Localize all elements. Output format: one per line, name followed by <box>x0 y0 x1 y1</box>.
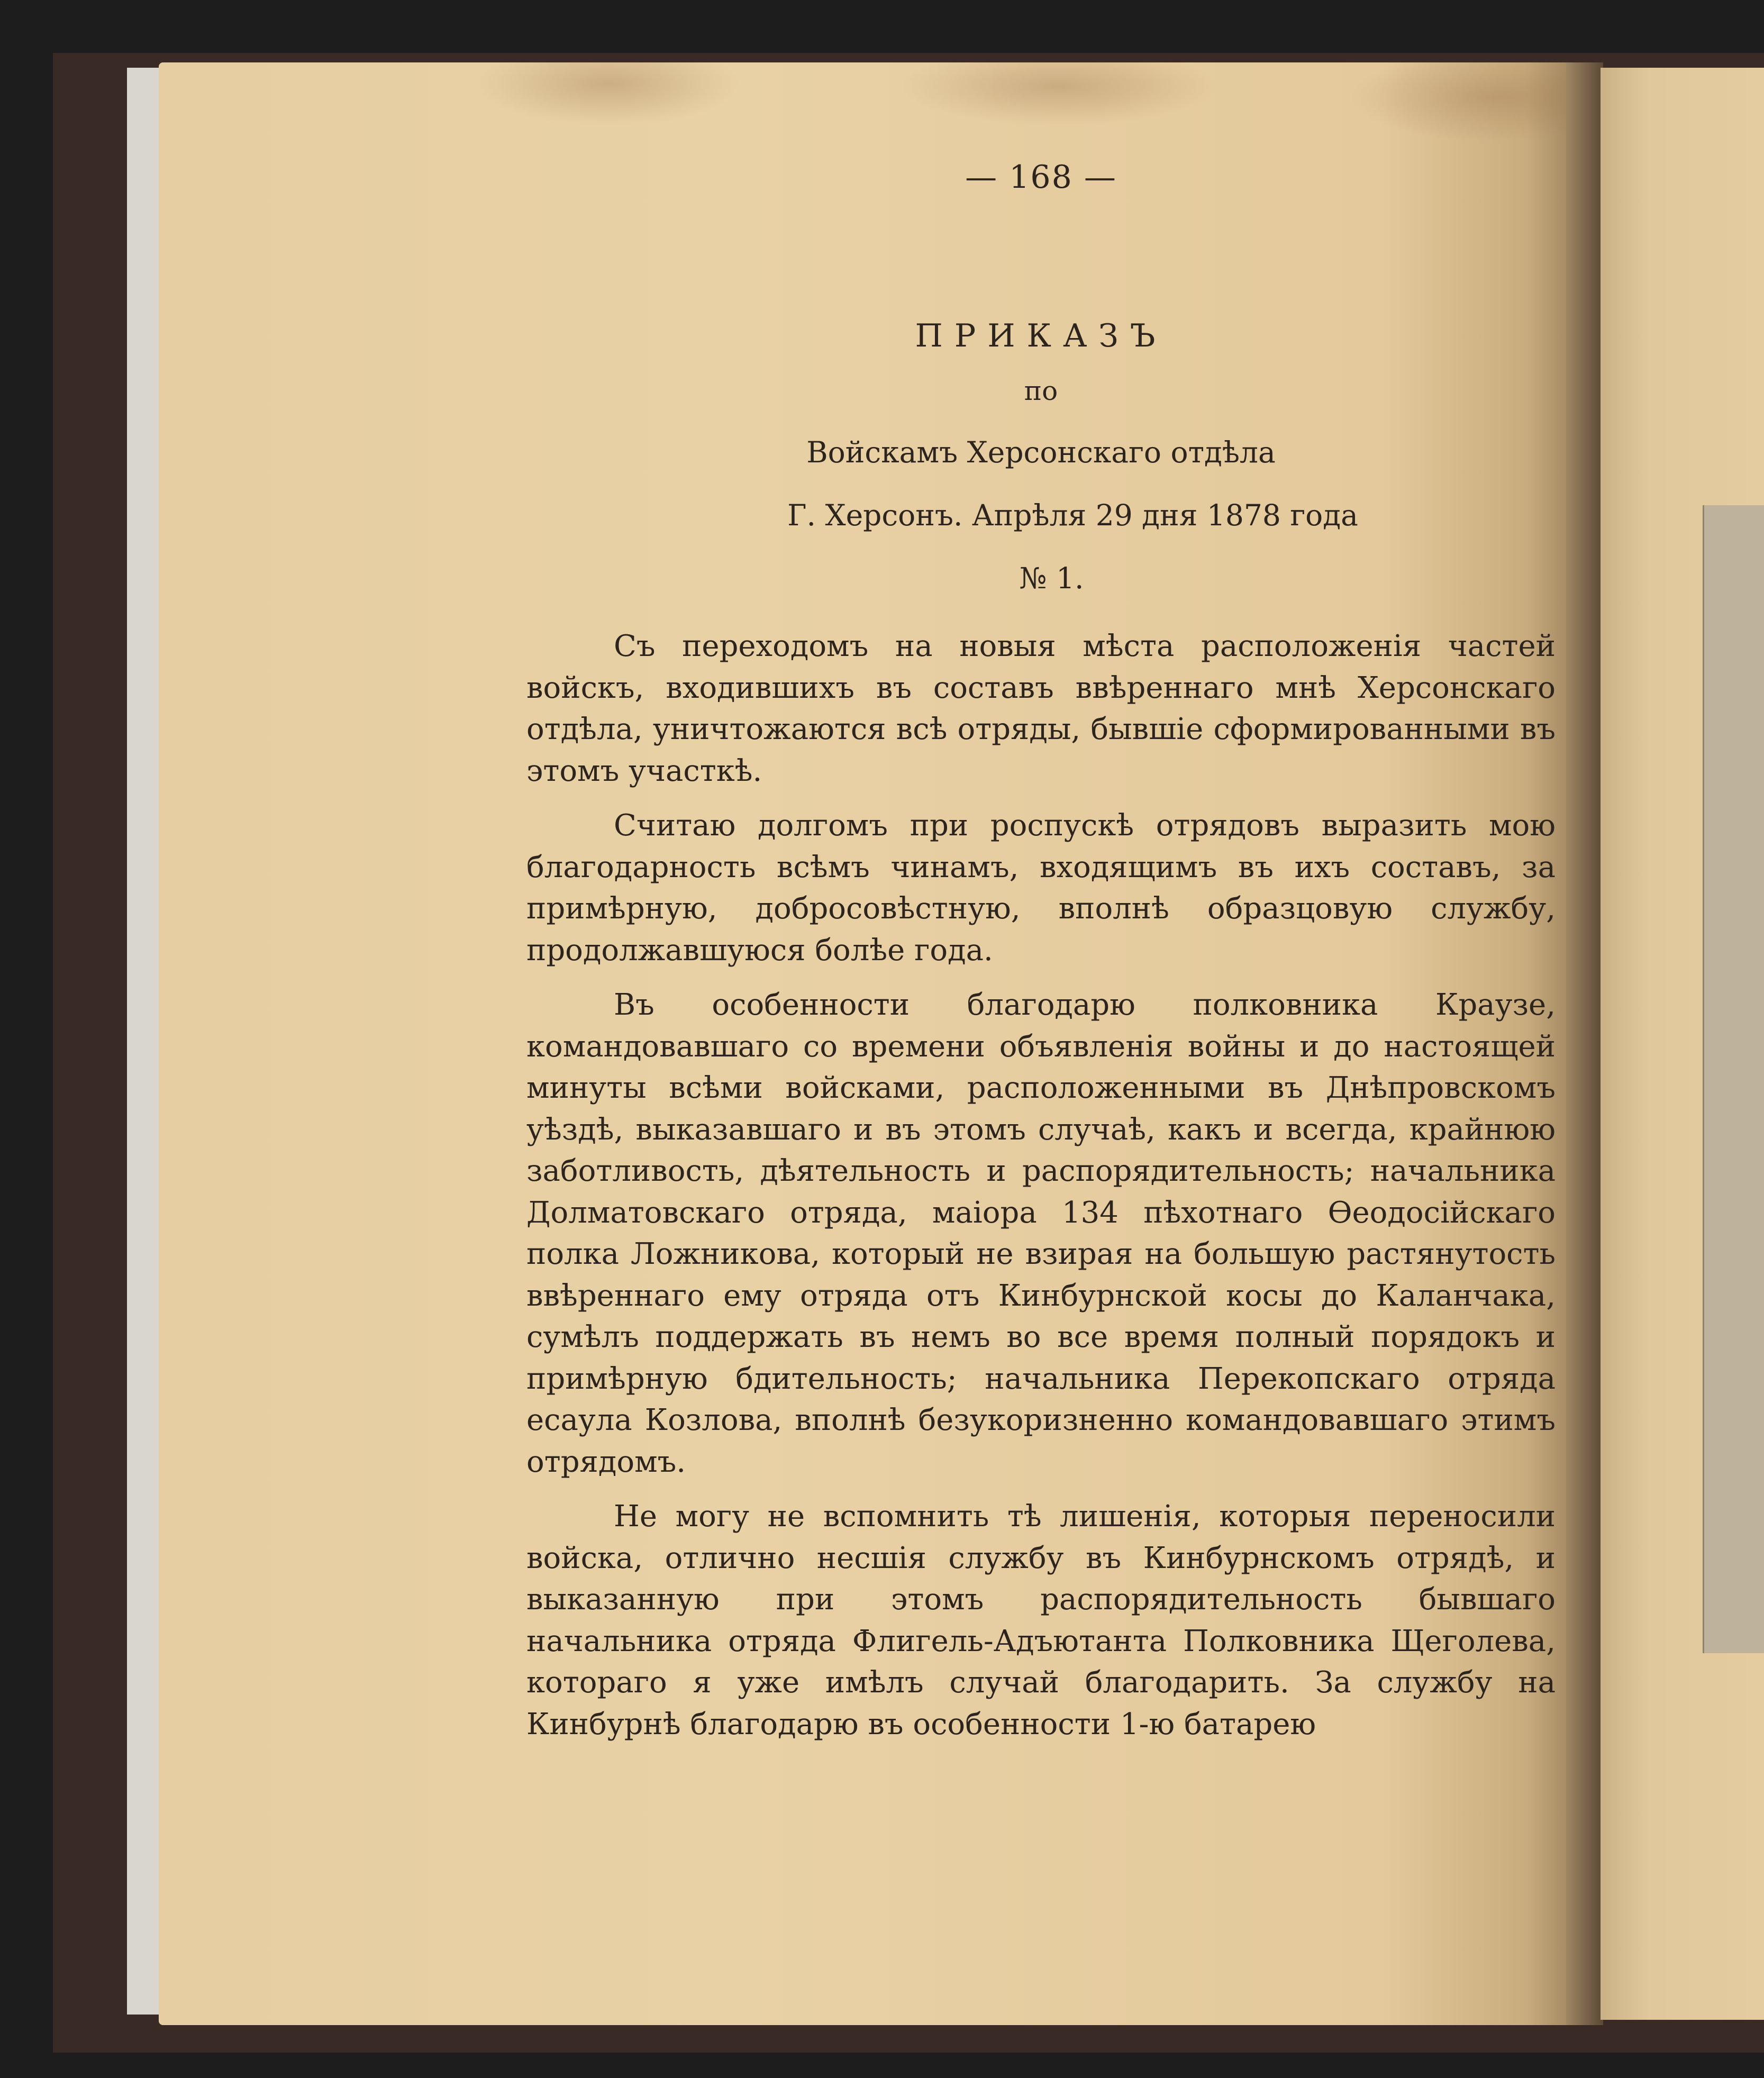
order-number: № 1. <box>1019 561 1084 595</box>
order-place-date: Г. Херсонъ. Апрѣля 29 дня 1878 года <box>787 498 1358 532</box>
order-preposition: по <box>1024 376 1058 406</box>
order-title: ПРИКАЗЪ <box>915 317 1167 354</box>
page-number: — 168 — <box>965 159 1117 196</box>
inner-cover-strip <box>127 68 163 2015</box>
paper-stain <box>1349 62 1598 142</box>
paper-stain <box>899 62 1217 126</box>
order-addressee: Войскамъ Херсонскаго отдѣла <box>806 435 1276 469</box>
body-paragraph: Съ переходомъ на новыя мѣста расположенія частей войскъ, входившихъ въ составъ ввѣреннаго мнѣ Херсонскаго отдѣла, уничтожаются всѣ отряды, бывшіе сформированными въ этомъ участкѣ. <box>526 629 1556 788</box>
body-paragraph: Въ особенности благодарю полковника Краузе, командовавшаго со времени объявленія войны и до настоящей минуты всѣми войсками, расположенными въ Днѣпровскомъ уѣздѣ, выказавшаго и въ этомъ случаѣ, какъ и всегда, крайнюю заботливость, дѣятельность и распорядительность; начальника Долматовскаго отряда, маіора 134 пѣхотнаго Ѳеодосійскаго полка Ложникова, который не взирая на большую растянутость ввѣреннаго ему отряда отъ Кинбурнской косы до Каланчака, сумѣлъ поддержать въ немъ во все время полный порядокъ и примѣрную бдительность; начальника Перекопскаго отряда есаула Козлова, вполнѣ безукоризненно командовавшаго этимъ отрядомъ. <box>526 988 1556 1479</box>
page-content <box>526 159 1556 1758</box>
body-paragraph: Не могу не вспомнить тѣ лишенія, которыя переносили войска, отлично несшія службу въ Кинбурнскомъ отрядѣ, и выказанную при этомъ распорядительность бывшаго начальника отряда Флигель-Адъютанта Полковника Щеголева, котораго я уже имѣлъ случай благодарить. За службу на Кинбурнѣ благодарю въ особенности 1-ю батарею <box>526 1499 1556 1742</box>
right-page-plate <box>1703 505 1764 1653</box>
paper-stain <box>476 62 741 126</box>
body-paragraph: Считаю долгомъ при роспускѣ отрядовъ выразить мою благодарность всѣмъ чинамъ, входящимъ въ ихъ составъ, за примѣрную, добросовѣстную, вполнѣ образцовую службу, продолжавшуюся болѣе года. <box>526 808 1556 968</box>
book-gutter <box>1566 62 1603 2025</box>
